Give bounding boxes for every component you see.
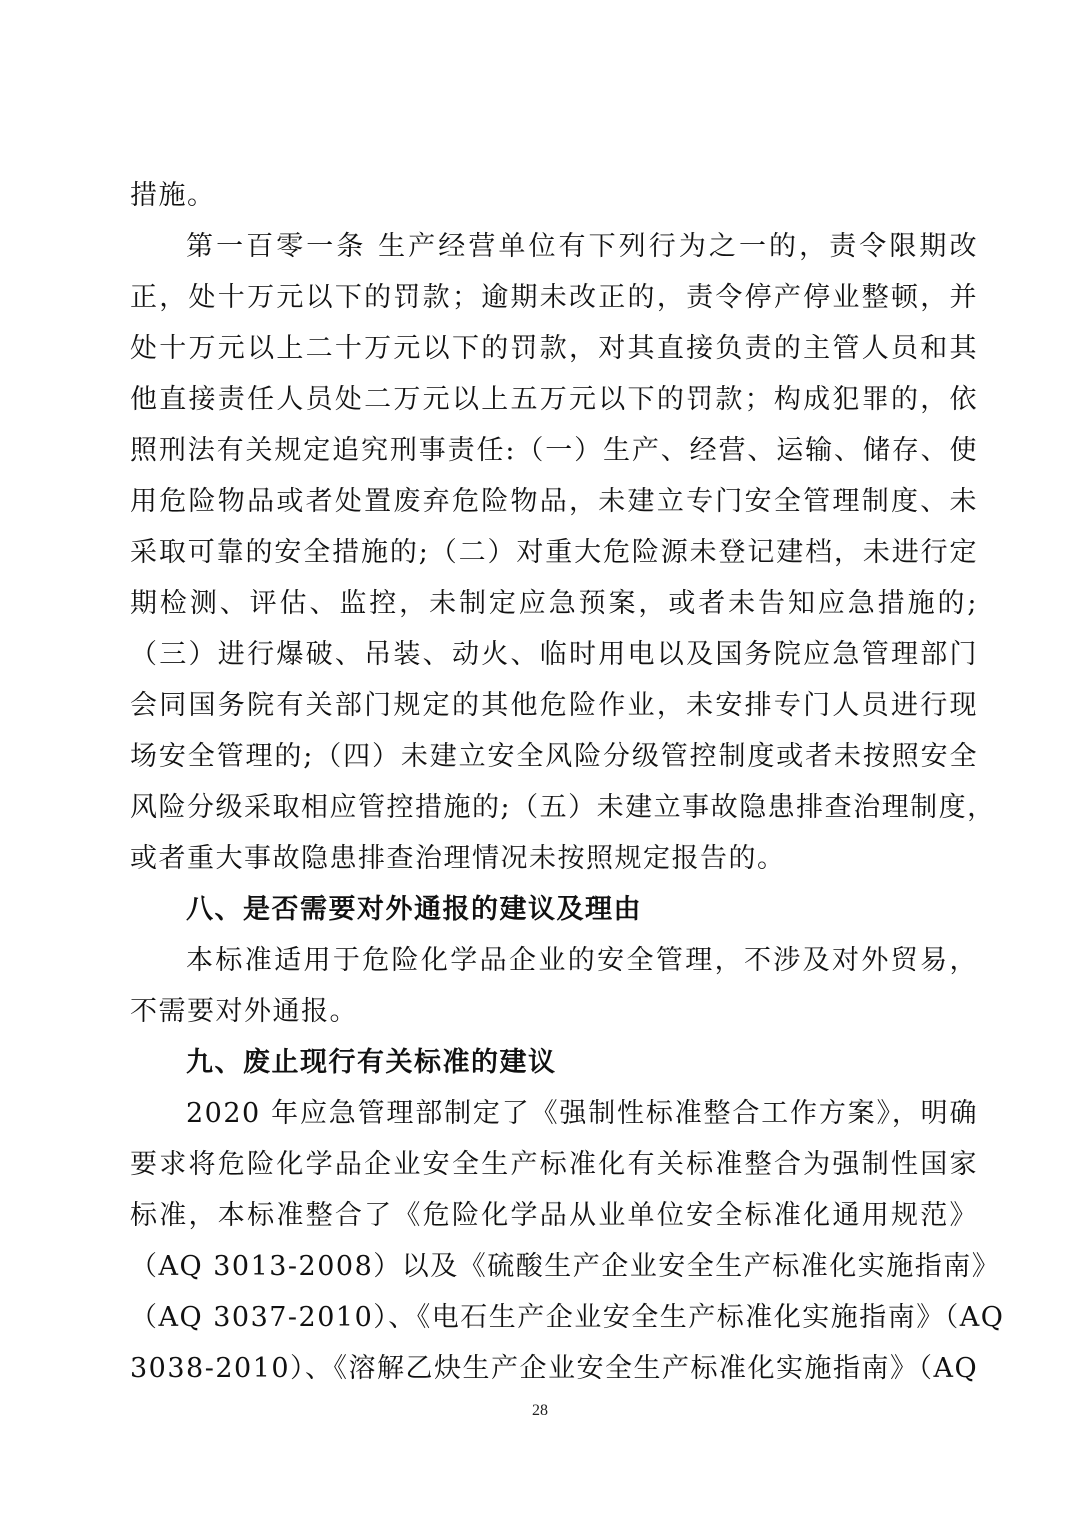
text-line-17: 不需要对外通报。 xyxy=(130,996,358,1027)
text-line-23: （AQ 3037-2010）、《电石生产企业安全生产标准化实施指南》（AQ xyxy=(130,1302,1005,1333)
text-line-13: 风险分级采取相应管控措施的;（五）未建立事故隐患排查治理制度， xyxy=(130,792,996,823)
text-line-6: 照刑法有关规定追究刑事责任:（一）生产、经营、运输、储存、使 xyxy=(130,435,978,466)
text-line-20: 要求将危险化学品企业安全生产标准化有关标准整合为强制性国家 xyxy=(130,1149,978,1180)
text-line-14: 或者重大事故隐患排查治理情况未按照规定报告的。 xyxy=(130,843,786,874)
page-number: 28 xyxy=(532,1402,548,1419)
text-line-1: 措施。 xyxy=(130,180,216,211)
section-heading-9: 九、废止现行有关标准的建议 xyxy=(186,1047,557,1078)
text-line-22: （AQ 3013-2008）以及《硫酸生产企业安全生产标准化实施指南》 xyxy=(130,1251,1001,1282)
text-line-7: 用危险物品或者处置废弃危险物品，未建立专门安全管理制度、未 xyxy=(130,486,978,517)
text-line-8: 采取可靠的安全措施的;（二）对重大危险源未登记建档，未进行定 xyxy=(130,537,978,568)
text-line-2: 第一百零一条 生产经营单位有下列行为之一的，责令限期改 xyxy=(186,231,978,262)
text-line-4: 处十万元以上二十万元以下的罚款，对其直接负责的主管人员和其 xyxy=(130,333,978,364)
text-line-5: 他直接责任人员处二万元以上五万元以下的罚款；构成犯罪的，依 xyxy=(130,384,978,415)
text-line-12: 场安全管理的;（四）未建立安全风险分级管控制度或者未按照安全 xyxy=(130,741,978,772)
text-line-19: 2020 年应急管理部制定了《强制性标准整合工作方案》，明确 xyxy=(186,1098,978,1129)
text-line-3: 正，处十万元以下的罚款；逾期未改正的，责令停产停业整顿，并 xyxy=(130,282,978,313)
text-line-10: （三）进行爆破、吊装、动火、临时用电以及国务院应急管理部门 xyxy=(130,639,978,670)
text-line-24: 3038-2010）、《溶解乙炔生产企业安全生产标准化实施指南》（AQ xyxy=(130,1353,979,1384)
text-line-9: 期检测、评估、监控，未制定应急预案，或者未告知应急措施的; xyxy=(130,588,978,619)
section-heading-8: 八、是否需要对外通报的建议及理由 xyxy=(186,894,642,925)
text-line-16: 本标准适用于危险化学品企业的安全管理，不涉及对外贸易， xyxy=(186,945,978,976)
text-line-11: 会同国务院有关部门规定的其他危险作业，未安排专门人员进行现 xyxy=(130,690,978,721)
text-line-21: 标准，本标准整合了《危险化学品从业单位安全标准化通用规范》 xyxy=(130,1200,978,1231)
